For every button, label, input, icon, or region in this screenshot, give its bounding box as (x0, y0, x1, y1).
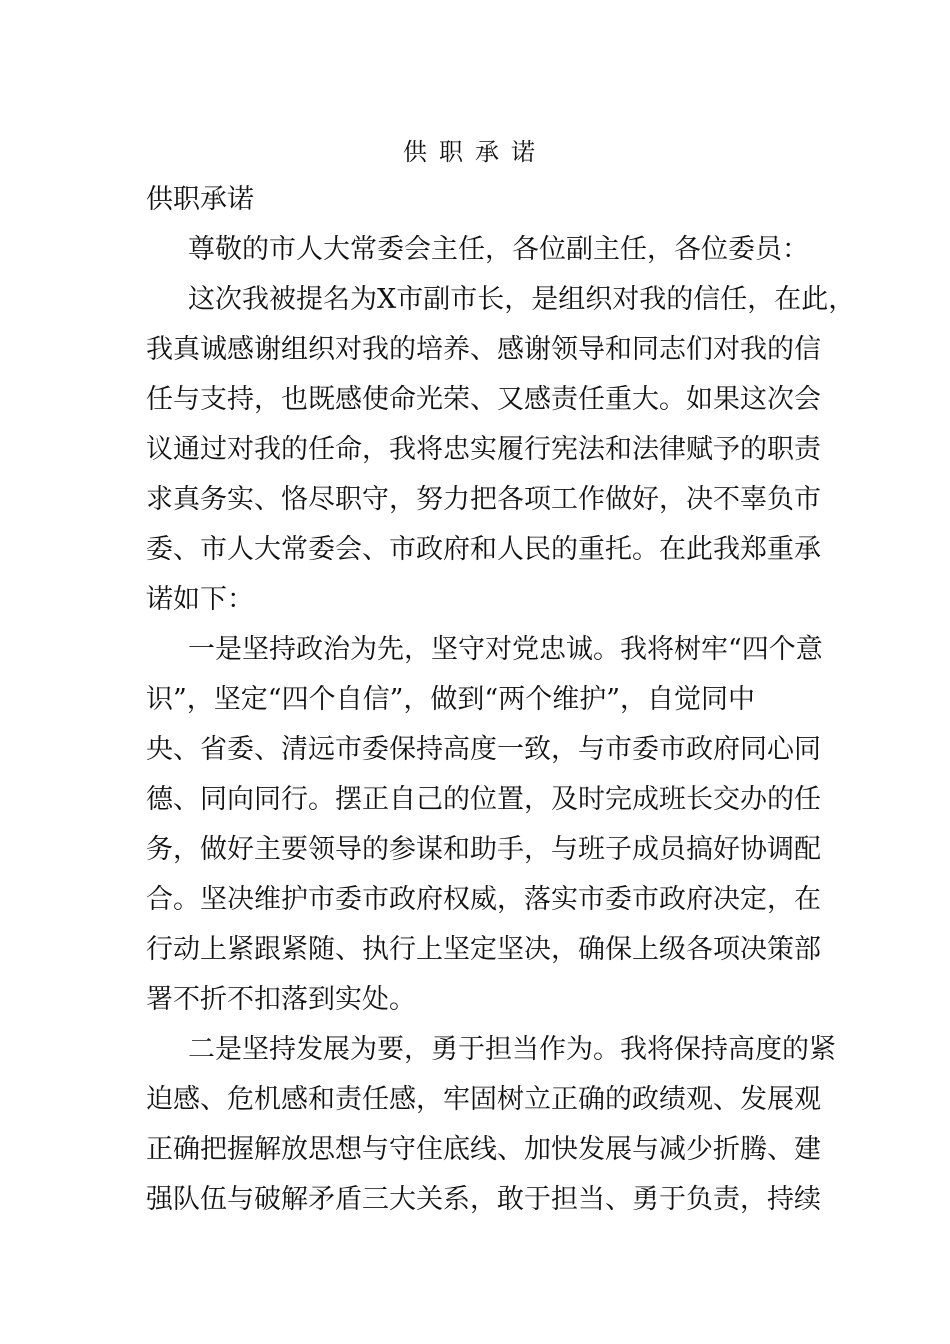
paragraph-line: 迫感、危机感和责任感，牢固树立正确的政绩观、发展观 (146, 1084, 821, 1115)
paragraph-line: 委、市人大常委会、市政府和人民的重托。在此我郑重承 (146, 534, 821, 565)
paragraph-line: 我真诚感谢组织对我的培养、感谢领导和同志们对我的信 (146, 334, 821, 365)
paragraph-line: 署不折不扣落到实处。 (146, 984, 416, 1015)
document-heading: 供职承诺 (146, 184, 254, 215)
paragraph-line: 德、同向同行。摆正自己的位置，及时完成班长交办的任 (146, 784, 821, 815)
document-title: 供职承诺 (403, 138, 547, 166)
paragraph-line: 央、省委、清远市委保持高度一致，与市委市政府同心同 (146, 734, 821, 765)
paragraph-line: 尊敬的市人大常委会主任，各位副主任，各位委员： (188, 234, 809, 265)
paragraph-line: 这次我被提名为X市副市长，是组织对我的信任，在此， (188, 284, 856, 315)
paragraph-line: 务，做好主要领导的参谋和助手，与班子成员搞好协调配 (146, 834, 821, 865)
paragraph-line: 诺如下： (146, 584, 254, 615)
paragraph-line: 求真务实、恪尽职守，努力把各项工作做好，决不辜负市 (146, 484, 821, 515)
paragraph-line: 识”，坚定“四个自信”，做到“两个维护”，自觉同中 (146, 684, 756, 715)
paragraph-line: 正确把握解放思想与守住底线、加快发展与减少折腾、建 (146, 1134, 821, 1165)
paragraph-line: 行动上紧跟紧随、执行上坚定坚决，确保上级各项决策部 (146, 934, 821, 965)
paragraph-line: 议通过对我的任命，我将忠实履行宪法和法律赋予的职责 (146, 434, 821, 465)
paragraph-line: 一是坚持政治为先，坚守对党忠诚。我将树牢“四个意 (188, 634, 823, 665)
paragraph-line: 合。坚决维护市委市政府权威，落实市委市政府决定，在 (146, 884, 821, 915)
paragraph-line: 强队伍与破解矛盾三大关系，敢于担当、勇于负责，持续 (146, 1184, 821, 1215)
paragraph-line: 任与支持，也既感使命光荣、又感责任重大。如果这次会 (146, 384, 821, 415)
paragraph-line: 二是坚持发展为要，勇于担当作为。我将保持高度的紧 (188, 1034, 836, 1065)
